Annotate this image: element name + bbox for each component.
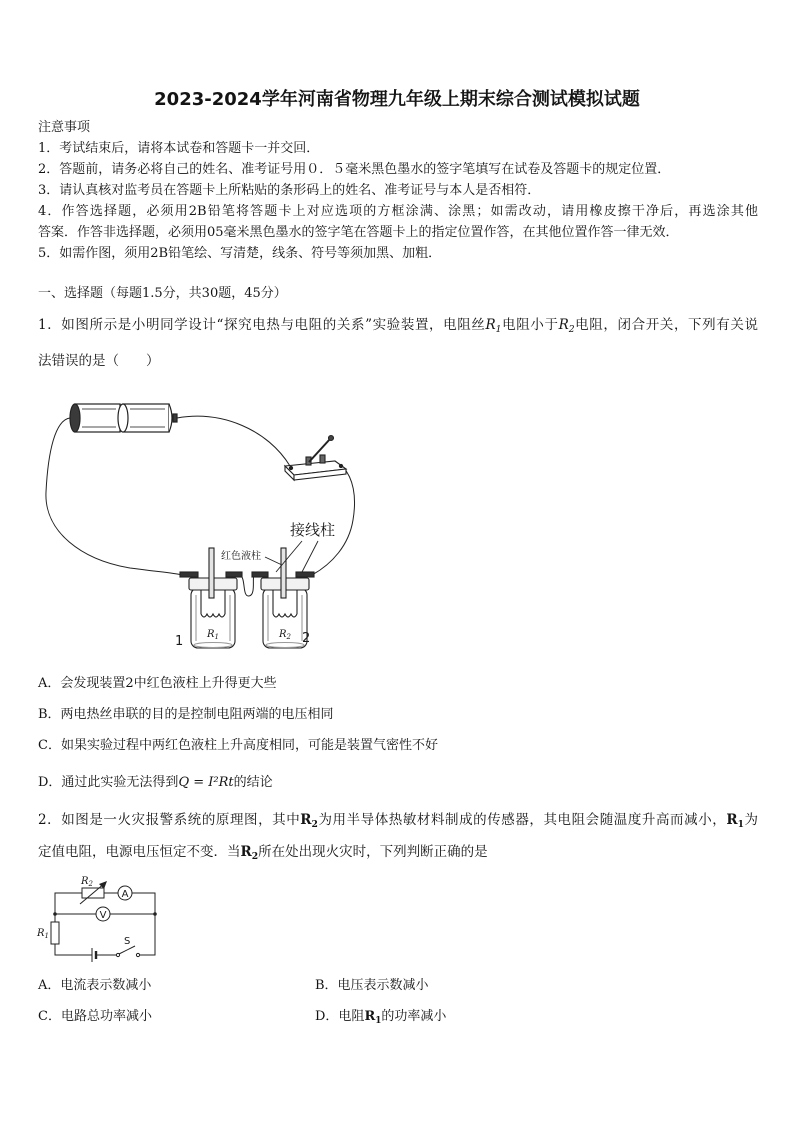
q2-r1-symbol bbox=[726, 812, 744, 828]
device-1-terminal-right bbox=[226, 572, 242, 577]
q2-option-a: A．电流表示数减小 bbox=[38, 978, 152, 993]
q1-option-d-text-b: 的结论 bbox=[233, 775, 273, 790]
question-1-stem-line-2: 法错误的是（ ） bbox=[38, 353, 160, 369]
page-title: 2023-2024学年河南省物理九年级上期末综合测试模拟试题 bbox=[154, 89, 640, 110]
r1-letter: R bbox=[485, 317, 496, 333]
q1-option-c: C．如果实验过程中两红色液柱上升高度相同，可能是装置气密性不好 bbox=[38, 738, 438, 753]
switch-contact-post bbox=[320, 455, 325, 463]
device-1-terminal-left bbox=[180, 572, 198, 577]
ammeter-label: A bbox=[121, 889, 129, 900]
section-heading: 一、选择题（每题1.5分，共30题，45分） bbox=[38, 286, 287, 301]
battery-1-left-end bbox=[70, 404, 80, 432]
joule-law-formula: Q = I²Rt bbox=[178, 775, 234, 790]
notice-item-1: 1．考试结束后，请将本试卷和答题卡一并交回． bbox=[38, 141, 320, 156]
r2-label-letter: R bbox=[81, 876, 89, 887]
switch-blade bbox=[119, 946, 135, 954]
device-2-number: 2 bbox=[302, 631, 311, 646]
liquid-leader bbox=[265, 557, 282, 565]
device-2-liquid-tube bbox=[281, 548, 286, 598]
question-2-stem-line-1 bbox=[38, 804, 758, 836]
notice-list bbox=[38, 138, 758, 264]
question-1-stem-line-1 bbox=[38, 307, 758, 343]
device-1-number: 1 bbox=[175, 634, 184, 649]
q1-option-a: A．会发现装置2中红色液柱上升得更大些 bbox=[38, 676, 277, 691]
q2-option-d-text-b: 的功率减小 bbox=[381, 1009, 447, 1024]
fire-alarm-circuit-figure bbox=[30, 868, 170, 968]
notice-item-3: 3．请认真核对监考员在答题卡上所粘贴的条形码上的姓名、准考证号与本人是否相符． bbox=[38, 183, 541, 198]
device-2-terminal-right bbox=[296, 572, 314, 577]
battery-2-terminal bbox=[173, 414, 177, 422]
liquid-column-label: 红色液柱 bbox=[221, 551, 261, 562]
wire-switch-to-right bbox=[139, 914, 155, 955]
q2-r1-letter: R bbox=[726, 812, 738, 828]
wire-top-left bbox=[55, 893, 82, 914]
terminal-label: 接线柱 bbox=[290, 521, 336, 539]
q2-option-d-r-subscript: 1 bbox=[375, 1015, 382, 1026]
experiment-apparatus-figure bbox=[30, 390, 380, 660]
q1-option-d bbox=[38, 773, 273, 793]
switch bbox=[285, 436, 346, 481]
wire-ammeter-to-right bbox=[132, 893, 155, 914]
device-1-r-subscript: 1 bbox=[214, 633, 219, 641]
q1-option-b: B．两电热丝串联的目的是控制电阻两端的电压相同 bbox=[38, 707, 334, 722]
device-1-r-letter: R bbox=[207, 629, 215, 640]
voltmeter-label: V bbox=[99, 910, 107, 921]
notice-item-4-line-1: 4．作答选择题，必须用2B铅笔将答题卡上对应选项的方框涂满、涂黑；如需改动，请用橡皮擦干净后，再选涂其他 bbox=[38, 204, 758, 219]
wire-r1-to-battery bbox=[55, 944, 92, 955]
wire-battery-to-device-1 bbox=[46, 418, 182, 575]
r2-label bbox=[80, 876, 94, 888]
q2-option-c: C．电路总功率减小 bbox=[38, 1009, 152, 1024]
device-2-terminal-left bbox=[252, 572, 268, 577]
switch-terminal-right bbox=[339, 464, 342, 467]
q2-stem-text-c: 为 bbox=[743, 812, 759, 828]
r1-resistor bbox=[51, 922, 59, 944]
device-2-r-letter: R bbox=[279, 629, 287, 640]
wire-battery-to-switch bbox=[177, 416, 290, 466]
q2-option-d bbox=[315, 1007, 446, 1028]
battery-1-body bbox=[75, 404, 120, 432]
terminal-leader-1 bbox=[276, 541, 302, 572]
q2-line2-r2-symbol bbox=[241, 844, 259, 860]
question-1-stem bbox=[38, 307, 758, 379]
r1-label bbox=[36, 928, 49, 940]
notice-heading: 注意事项 bbox=[38, 120, 91, 135]
q2-line2-r2-subscript: 2 bbox=[251, 850, 259, 862]
junction-left bbox=[53, 912, 57, 916]
r1-label-letter: R bbox=[37, 928, 45, 939]
switch-contact bbox=[136, 953, 139, 956]
battery-2-body bbox=[123, 404, 169, 432]
r2-label-subscript: 2 bbox=[88, 880, 93, 888]
figure-1-leaders bbox=[265, 541, 318, 572]
q1-stem-text-b: 电阻小于 bbox=[501, 317, 559, 333]
question-2-stem bbox=[38, 804, 758, 868]
q2-option-d-text-a: D．电阻 bbox=[315, 1009, 365, 1024]
switch-terminal-left bbox=[289, 466, 292, 469]
q2-stem-text-b: 为用半导体热敏材料制成的传感器，其电阻会随温度升高而减小， bbox=[317, 812, 727, 828]
q1-stem-text-c: 电阻，闭合开关，下列有关说 bbox=[574, 317, 758, 333]
switch-knob bbox=[329, 436, 334, 441]
battery-pack bbox=[70, 404, 177, 432]
q1-option-d-text-a: D．通过此实验无法得到 bbox=[38, 775, 179, 790]
q2-stem-line2-text-b: 所在处出现火灾时，下列判断正确的是 bbox=[258, 844, 488, 860]
r2-symbol bbox=[559, 317, 575, 333]
question-2-stem-line-2 bbox=[38, 836, 758, 868]
q1-stem-text-a: 1．如图所示是小明同学设计“探究电热与电阻的关系”实验装置，电阻丝 bbox=[38, 317, 486, 333]
device-1-liquid-tube bbox=[209, 548, 214, 598]
r2-subscript: 2 bbox=[568, 323, 575, 335]
q2-r2-subscript: 2 bbox=[311, 818, 318, 830]
junction-right bbox=[153, 912, 157, 916]
notice-item-2: 2．答题前，请务必将自己的姓名、准考证号用０．５毫米黑色墨水的签字笔填写在试卷及答题卡的规定位置． bbox=[38, 162, 671, 177]
wires bbox=[46, 416, 355, 596]
q2-stem-text-a: 2．如图是一火灾报警系统的原理图，其中 bbox=[38, 812, 301, 828]
battery-2-left-end bbox=[118, 404, 128, 432]
r2-letter: R bbox=[558, 317, 569, 333]
q2-stem-line2-text-a: 定值电阻，电源电压恒定不变．当 bbox=[38, 844, 241, 860]
q2-r2-symbol bbox=[300, 812, 318, 828]
r1-symbol bbox=[486, 317, 502, 333]
notice-item-4-line-2: 答案．作答非选择题，必须用05毫米黑色墨水的签字笔在答题卡上的指定位置作答，在其他位置作答一律无效． bbox=[38, 225, 679, 240]
q2-r2-letter: R bbox=[300, 812, 312, 828]
switch-label: S bbox=[124, 936, 131, 947]
notice-item-5: 5．如需作图，须用2B铅笔绘、写清楚，线条、符号等须加黑、加粗． bbox=[38, 246, 442, 261]
r1-subscript: 1 bbox=[495, 323, 502, 335]
wire-between-devices bbox=[240, 575, 254, 596]
battery-2-right-end bbox=[169, 404, 172, 432]
circuit-wires bbox=[55, 893, 155, 955]
q2-option-d-r1-symbol bbox=[364, 1009, 381, 1024]
r1-label-subscript: 1 bbox=[44, 932, 49, 940]
q2-r1-subscript: 1 bbox=[737, 818, 744, 830]
terminal-leader-2 bbox=[302, 541, 318, 572]
q2-line2-r2-letter: R bbox=[240, 844, 252, 860]
q2-option-d-r-letter: R bbox=[364, 1009, 376, 1024]
device-2-r-subscript: 2 bbox=[286, 633, 291, 641]
q2-option-b: B．电压表示数减小 bbox=[315, 978, 429, 993]
